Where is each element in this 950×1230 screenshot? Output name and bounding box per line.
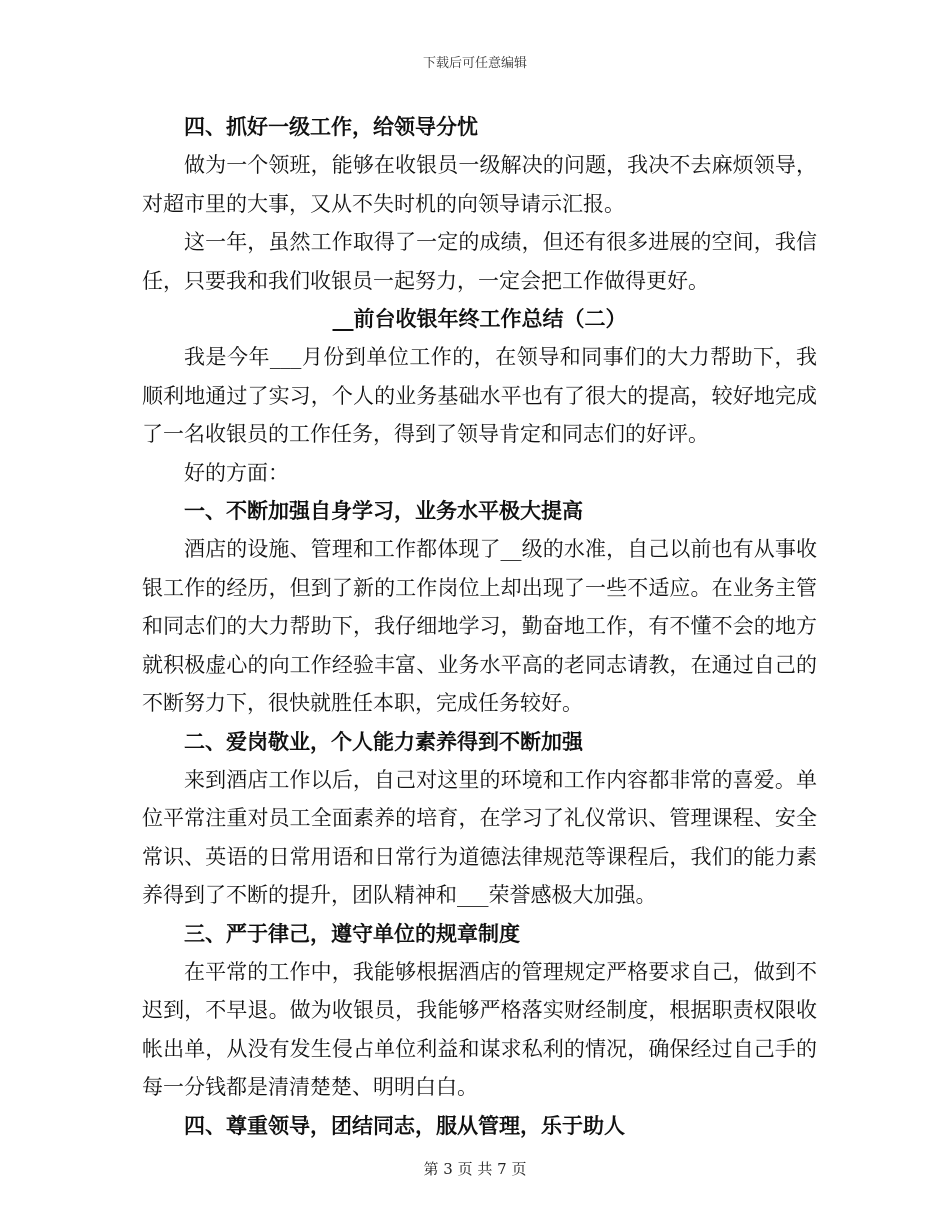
document-body	[142, 108, 817, 1145]
paragraph: 做为一个领班，能够在收银员一级解决的问题，我决不去麻烦领导，对超市里的大事，又从不失时机的向领导请示汇报。	[142, 153, 817, 216]
section-heading: 一、不断加强自身学习，业务水平极大提高	[184, 498, 583, 524]
page-header: 下载后可任意编辑	[422, 56, 527, 71]
paragraph: 好的方面：	[184, 460, 289, 485]
section-heading: 四、尊重领导，团结同志，服从管理，乐于助人	[184, 1112, 625, 1138]
section-heading: 四、抓好一级工作，给领导分忧	[184, 114, 478, 139]
document-title: __前台收银年终工作总结（二）	[332, 306, 627, 332]
section-heading: 二、爱岗敬业，个人能力素养得到不断加强	[184, 728, 583, 754]
page-footer: 第 3 页 共 7 页	[423, 1160, 527, 1178]
paragraph: 来到酒店工作以后，自己对这里的环境和工作内容都非常的喜爱。单位平常注重对员工全面素养的培育，在学习了礼仪常识、管理课程、安全常识、英语的日常用语和日常行为道德法律规范等课程后，我们的能力素养得到了不断的提升，团队精神和___荣誉感极大加强。	[142, 767, 817, 908]
paragraph: 这一年，虽然工作取得了一定的成绩，但还有很多进展的空间，我信任，只要我和我们收银员一起努力，一定会把工作做得更好。	[142, 230, 817, 293]
paragraph: 在平常的工作中，我能够根据酒店的管理规定严格要求自己，做到不迟到，不早退。做为收银员，我能够严格落实财经制度，根据职责权限收帐出单，从没有发生侵占单位利益和谋求私利的情况，确保经过自己手的每一分钱都是清清楚楚、明明白白。	[142, 959, 817, 1100]
section-heading: 三、严于律己，遵守单位的规章制度	[184, 920, 520, 946]
paragraph: 我是今年___月份到单位工作的，在领导和同事们的大力帮助下，我顺利地通过了实习，个人的业务基础水平也有了很大的提高，较好地完成了一名收银员的工作任务，得到了领导肯定和同志们的好评。	[142, 345, 817, 447]
paragraph: 酒店的设施、管理和工作都体现了__级的水准，自己以前也有从事收银工作的经历，但到了新的工作岗位上却出现了一些不适应。在业务主管和同志们的大力帮助下，我仔细地学习，勤奋地工作，有不懂不会的地方就积极虚心的向工作经验丰富、业务水平高的老同志请教，在通过自己的不断努力下，很快就胜任本职，完成任务较好。	[142, 537, 817, 716]
